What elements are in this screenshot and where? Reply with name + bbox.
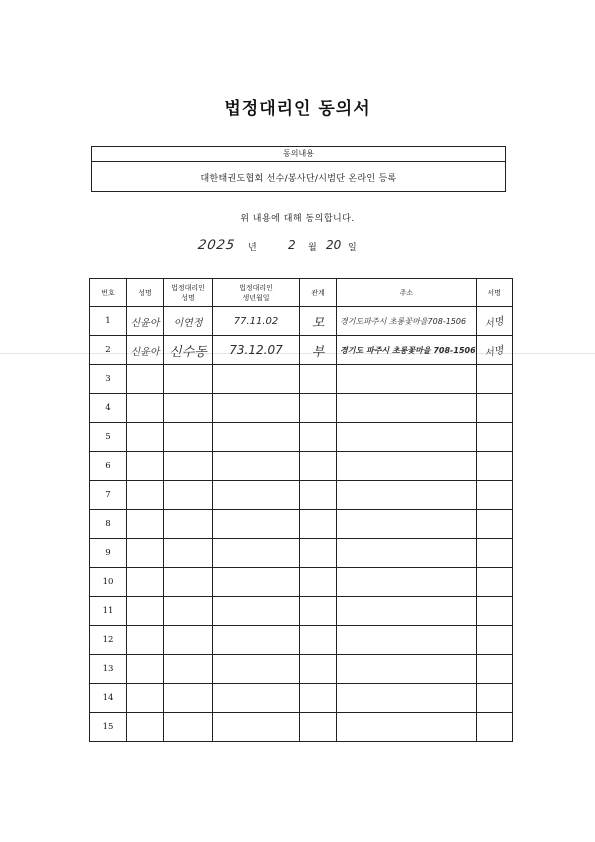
- table-row: [90, 568, 513, 597]
- cell-guardian-birth: [213, 539, 300, 568]
- cell-guardian-birth: [213, 510, 300, 539]
- cell-name: [127, 655, 164, 684]
- cell-signature: [476, 394, 512, 423]
- cell-guardian-birth: [213, 655, 300, 684]
- cell-relation: [300, 452, 337, 481]
- table-row: [90, 365, 513, 394]
- cell-guardian-name: [164, 365, 213, 394]
- table-row: [90, 481, 513, 510]
- cell-guardian-birth: 73.12.07: [213, 336, 300, 365]
- cell-signature: [476, 655, 512, 684]
- cell-no: 10: [90, 568, 127, 597]
- cell-signature: [476, 365, 512, 394]
- cell-guardian-name: [164, 597, 213, 626]
- cell-guardian-name: [164, 539, 213, 568]
- cell-address: [337, 626, 477, 655]
- cell-no: 1: [90, 307, 127, 336]
- cell-no: 11: [90, 597, 127, 626]
- cell-name: [127, 481, 164, 510]
- handwritten-signature: 서명: [483, 344, 506, 360]
- date-year-unit: 년: [248, 243, 257, 253]
- cell-address: [337, 510, 477, 539]
- cell-no: 12: [90, 626, 127, 655]
- table-row: [90, 597, 513, 626]
- header-no: 번호: [90, 279, 127, 307]
- date-day: 20: [326, 238, 342, 252]
- cell-signature: [476, 539, 512, 568]
- cell-address: [337, 481, 477, 510]
- table-row: [90, 626, 513, 655]
- cell-signature: [476, 568, 512, 597]
- cell-signature: [476, 713, 512, 742]
- cell-relation: [300, 713, 337, 742]
- cell-no: 6: [90, 452, 127, 481]
- agreement-statement: 위 내용에 대해 동의합니다.: [240, 214, 355, 224]
- cell-guardian-name: 이연정: [164, 307, 213, 336]
- header-address: 주소: [337, 279, 477, 307]
- cell-guardian-birth: [213, 423, 300, 452]
- cell-no: 15: [90, 713, 127, 742]
- cell-guardian-name: 신수동: [164, 336, 213, 365]
- cell-guardian-name: [164, 626, 213, 655]
- header-guardian-birth: 법정대리인 생년월일: [213, 279, 300, 307]
- cell-address: [337, 655, 477, 684]
- cell-relation: [300, 626, 337, 655]
- table-row: [90, 452, 513, 481]
- date-year: 2025: [196, 238, 237, 253]
- cell-guardian-birth: [213, 394, 300, 423]
- cell-signature: [476, 336, 512, 365]
- guardian-table: [89, 278, 513, 742]
- cell-address: [337, 597, 477, 626]
- cell-no: 5: [90, 423, 127, 452]
- cell-no: 13: [90, 655, 127, 684]
- cell-name: [127, 452, 164, 481]
- cell-guardian-birth: 77.11.02: [213, 307, 300, 336]
- cell-signature: [476, 626, 512, 655]
- cell-relation: [300, 597, 337, 626]
- cell-guardian-birth: [213, 568, 300, 597]
- cell-address: 경기도파주시 초롱꽃마을708-1506: [337, 307, 477, 336]
- cell-address: 경기도 파주시 초롱꽃마을 708-1506: [337, 336, 477, 365]
- cell-no: 2: [90, 336, 127, 365]
- cell-relation: [300, 423, 337, 452]
- cell-address: [337, 568, 477, 597]
- cell-name: [127, 394, 164, 423]
- cell-relation: [300, 655, 337, 684]
- cell-guardian-birth: [213, 597, 300, 626]
- date-day-unit: 일: [348, 243, 357, 253]
- cell-guardian-name: [164, 510, 213, 539]
- cell-no: 14: [90, 684, 127, 713]
- table-row: [90, 655, 513, 684]
- cell-guardian-birth: [213, 713, 300, 742]
- header-relation: 관계: [300, 279, 337, 307]
- cell-signature: [476, 597, 512, 626]
- table-row: [90, 510, 513, 539]
- cell-no: 9: [90, 539, 127, 568]
- cell-relation: [300, 568, 337, 597]
- cell-relation: [300, 365, 337, 394]
- table-row: [90, 713, 513, 742]
- cell-no: 3: [90, 365, 127, 394]
- cell-no: 8: [90, 510, 127, 539]
- table-header-row: [90, 279, 513, 307]
- cell-relation: 모: [300, 307, 337, 336]
- cell-name: 신윤아: [127, 336, 164, 365]
- cell-name: [127, 539, 164, 568]
- cell-relation: [300, 539, 337, 568]
- table-row: [90, 394, 513, 423]
- cell-name: [127, 713, 164, 742]
- cell-signature: [476, 423, 512, 452]
- header-name: 성명: [127, 279, 164, 307]
- cell-guardian-name: [164, 684, 213, 713]
- cell-guardian-name: [164, 568, 213, 597]
- table-row: [90, 307, 513, 336]
- cell-relation: [300, 510, 337, 539]
- header-signature: 서명: [476, 279, 512, 307]
- date-month-unit: 월: [308, 243, 317, 253]
- cell-guardian-birth: [213, 365, 300, 394]
- cell-name: 신윤아: [127, 307, 164, 336]
- cell-no: 4: [90, 394, 127, 423]
- cell-name: [127, 365, 164, 394]
- cell-signature: [476, 510, 512, 539]
- handwritten-signature: 서명: [483, 315, 506, 331]
- table-row: [90, 539, 513, 568]
- cell-guardian-name: [164, 394, 213, 423]
- document-title: 법정대리인 동의서: [224, 99, 371, 119]
- cell-guardian-birth: [213, 626, 300, 655]
- cell-name: [127, 684, 164, 713]
- cell-name: [127, 423, 164, 452]
- cell-address: [337, 452, 477, 481]
- cell-no: 7: [90, 481, 127, 510]
- cell-guardian-name: [164, 452, 213, 481]
- cell-guardian-name: [164, 481, 213, 510]
- cell-address: [337, 684, 477, 713]
- cell-relation: [300, 684, 337, 713]
- cell-guardian-birth: [213, 481, 300, 510]
- table-row: [90, 423, 513, 452]
- cell-name: [127, 626, 164, 655]
- consent-content-body: 대한태권도협회 선수/봉사단/시범단 온라인 등록: [200, 174, 397, 184]
- header-guardian-name: 법정대리인 성명: [164, 279, 213, 307]
- cell-name: [127, 597, 164, 626]
- cell-address: [337, 713, 477, 742]
- cell-relation: [300, 481, 337, 510]
- cell-address: [337, 394, 477, 423]
- cell-address: [337, 423, 477, 452]
- cell-signature: [476, 452, 512, 481]
- cell-signature: [476, 684, 512, 713]
- cell-guardian-name: [164, 655, 213, 684]
- cell-name: [127, 510, 164, 539]
- date-month: 2: [288, 238, 296, 252]
- consent-content-header: 동의내용: [92, 147, 505, 162]
- cell-guardian-name: [164, 423, 213, 452]
- cell-guardian-birth: [213, 684, 300, 713]
- cell-address: [337, 539, 477, 568]
- cell-address: [337, 365, 477, 394]
- cell-signature: [476, 481, 512, 510]
- cell-relation: [300, 394, 337, 423]
- signing-date: [198, 238, 398, 258]
- cell-relation: 부: [300, 336, 337, 365]
- consent-content-box: [91, 146, 506, 192]
- table-row: [90, 336, 513, 365]
- cell-signature: [476, 307, 512, 336]
- cell-guardian-birth: [213, 452, 300, 481]
- cell-name: [127, 568, 164, 597]
- table-row: [90, 684, 513, 713]
- cell-guardian-name: [164, 713, 213, 742]
